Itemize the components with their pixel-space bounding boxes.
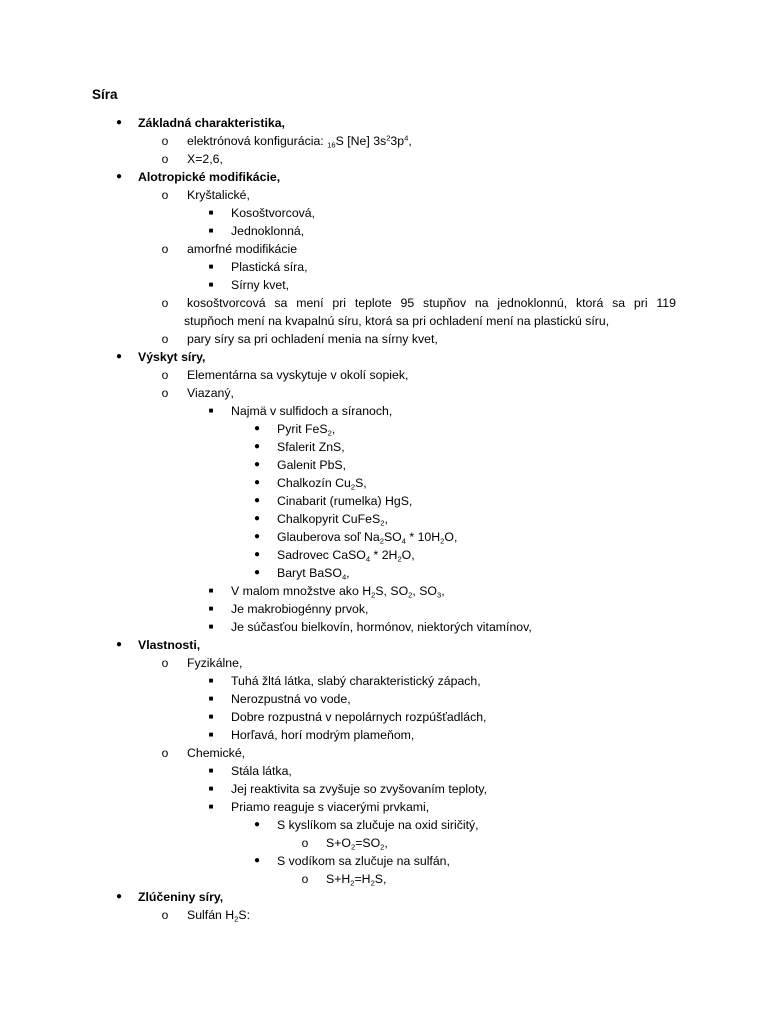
- list-item-level-3: Je súčasťou bielkovín, hormónov, niektorých vitamínov,: [231, 620, 532, 634]
- square-bullet-icon: ■: [208, 802, 214, 811]
- list-item-level-4: Glauberova soľ $Na_2SO_4 * 10H_2O$,: [277, 530, 458, 546]
- list-item-level-2: amorfné modifikácie: [187, 242, 298, 256]
- list-item-level-2: Chemické,: [187, 746, 246, 760]
- square-bullet-icon: ■: [208, 226, 214, 235]
- circle-bullet-icon: o: [301, 836, 309, 850]
- bullet-icon: ●: [253, 495, 261, 506]
- square-bullet-icon: ■: [208, 622, 214, 631]
- bullet-icon: ●: [253, 531, 261, 542]
- list-item-level-1: Základná charakteristika,: [138, 116, 285, 130]
- list-item-level-4: Pyrit FeS$_2$,: [277, 422, 336, 438]
- square-bullet-icon: ■: [208, 712, 214, 721]
- list-item-level-3: Dobre rozpustná v nepolárnych rozpúšťadlách,: [231, 710, 487, 724]
- list-item-level-3: Plastická síra,: [231, 260, 308, 274]
- circle-bullet-icon: o: [161, 368, 169, 382]
- circle-bullet-icon: o: [161, 296, 169, 310]
- list-item-level-4: Sfalerit ZnS,: [277, 440, 345, 454]
- circle-bullet-icon: o: [161, 908, 169, 922]
- square-bullet-icon: ■: [208, 604, 214, 613]
- circle-bullet-icon: o: [161, 134, 169, 148]
- bullet-icon: ●: [115, 891, 123, 902]
- circle-bullet-icon: o: [161, 386, 169, 400]
- bullet-icon: ●: [253, 477, 261, 488]
- list-item-level-1: Zlúčeniny síry,: [138, 890, 224, 904]
- bullet-icon: ●: [115, 117, 123, 128]
- list-item-level-2: stupňoch mení na kvapalnú síru, ktorá sa pri ochladení mení na plastickú síru,: [184, 314, 610, 328]
- bullet-icon: ●: [115, 351, 123, 362]
- bullet-icon: ●: [253, 423, 261, 434]
- list-item-level-2: elektrónová konfigurácia: $_{16}$S [Ne] $3s^23p^4$,: [187, 133, 412, 150]
- list-item-level-3: Jej reaktivita sa zvyšuje so zvyšovaním teploty,: [231, 782, 488, 796]
- page-title: Síra: [92, 87, 118, 102]
- list-item-level-2: Kryštalické,: [187, 188, 250, 202]
- list-item-level-3: Horľavá, horí modrým plameňom,: [231, 728, 415, 742]
- square-bullet-icon: ■: [208, 262, 214, 271]
- list-item-level-3: V malom množstve ako $H_2S$, $SO_2$, $SO_3$,: [231, 584, 445, 600]
- list-item-level-2: Sulfán $H_2S$:: [187, 908, 251, 924]
- bullet-icon: ●: [253, 549, 261, 560]
- list-item-level-1: Alotropické modifikácie,: [138, 170, 281, 184]
- bullet-icon: ●: [253, 855, 261, 866]
- bullet-icon: ●: [253, 459, 261, 470]
- square-bullet-icon: ■: [208, 676, 214, 685]
- list-item-level-2: X=2,6,: [187, 152, 223, 166]
- list-item-level-3: Jednoklonná,: [231, 224, 305, 238]
- list-item-level-4: S kyslíkom sa zlučuje na oxid siričitý,: [277, 818, 479, 832]
- list-item-level-2: kosoštvorcová sa mení pri teplote 95 stupňov na jednoklonnú, ktorá sa pri 119: [187, 296, 676, 310]
- square-bullet-icon: ■: [208, 280, 214, 289]
- circle-bullet-icon: o: [161, 332, 169, 346]
- list-item-level-2: Fyzikálne,: [187, 656, 243, 670]
- list-item-level-3: Kosoštvorcová,: [231, 206, 316, 220]
- list-item-level-2: Viazaný,: [187, 386, 234, 400]
- square-bullet-icon: ■: [208, 784, 214, 793]
- circle-bullet-icon: o: [161, 152, 169, 166]
- list-item-level-2: Elementárna sa vyskytuje v okolí sopiek,: [187, 368, 409, 382]
- bullet-icon: ●: [115, 639, 123, 650]
- bullet-icon: ●: [253, 567, 261, 578]
- list-item-level-3: Sírny kvet,: [231, 278, 290, 292]
- circle-bullet-icon: o: [301, 872, 309, 886]
- list-item-level-4: Chalkozín $Cu_2S$,: [277, 476, 367, 492]
- square-bullet-icon: ■: [208, 766, 214, 775]
- list-item-level-4: Baryt BaSO$_4$,: [277, 566, 350, 582]
- list-item-level-3: Priamo reaguje s viacerými prvkami,: [231, 800, 430, 814]
- bullet-icon: ●: [253, 819, 261, 830]
- square-bullet-icon: ■: [208, 694, 214, 703]
- list-item-level-4: Galenit PbS,: [277, 458, 347, 472]
- bullet-icon: ●: [253, 441, 261, 452]
- square-bullet-icon: ■: [208, 406, 214, 415]
- bullet-icon: ●: [115, 171, 123, 182]
- circle-bullet-icon: o: [161, 188, 169, 202]
- list-item-level-4: Cinabarit (rumelka) HgS,: [277, 494, 413, 508]
- list-item-level-1: Vlastnosti,: [138, 638, 201, 652]
- bullet-icon: ●: [253, 513, 261, 524]
- list-item-level-1: Výskyt síry,: [138, 350, 206, 364]
- circle-bullet-icon: o: [161, 656, 169, 670]
- square-bullet-icon: ■: [208, 208, 214, 217]
- list-item-level-5: $S+H_2=H_2S$,: [326, 872, 387, 888]
- list-item-level-4: S vodíkom sa zlučuje na sulfán,: [277, 854, 450, 868]
- list-item-level-2: pary síry sa pri ochladení menia na sírny kvet,: [187, 332, 438, 346]
- circle-bullet-icon: o: [161, 746, 169, 760]
- list-item-level-3: Je makrobiogénny prvok,: [231, 602, 369, 616]
- list-item-level-4: Chalkopyrit CuFeS$_2$,: [277, 512, 388, 528]
- list-item-level-3: Tuhá žltá látka, slabý charakteristický zápach,: [231, 674, 481, 688]
- square-bullet-icon: ■: [208, 730, 214, 739]
- list-item-level-3: Najmä v sulfidoch a síranoch,: [231, 404, 393, 418]
- circle-bullet-icon: o: [161, 242, 169, 256]
- list-item-level-3: Nerozpustná vo vode,: [231, 692, 351, 706]
- list-item-level-5: $S+O_2=SO_2$,: [326, 836, 388, 852]
- list-item-level-3: Stála látka,: [231, 764, 292, 778]
- square-bullet-icon: ■: [208, 586, 214, 595]
- list-item-level-4: Sadrovec CaSO$_4$ * $2H_2O$,: [277, 548, 415, 564]
